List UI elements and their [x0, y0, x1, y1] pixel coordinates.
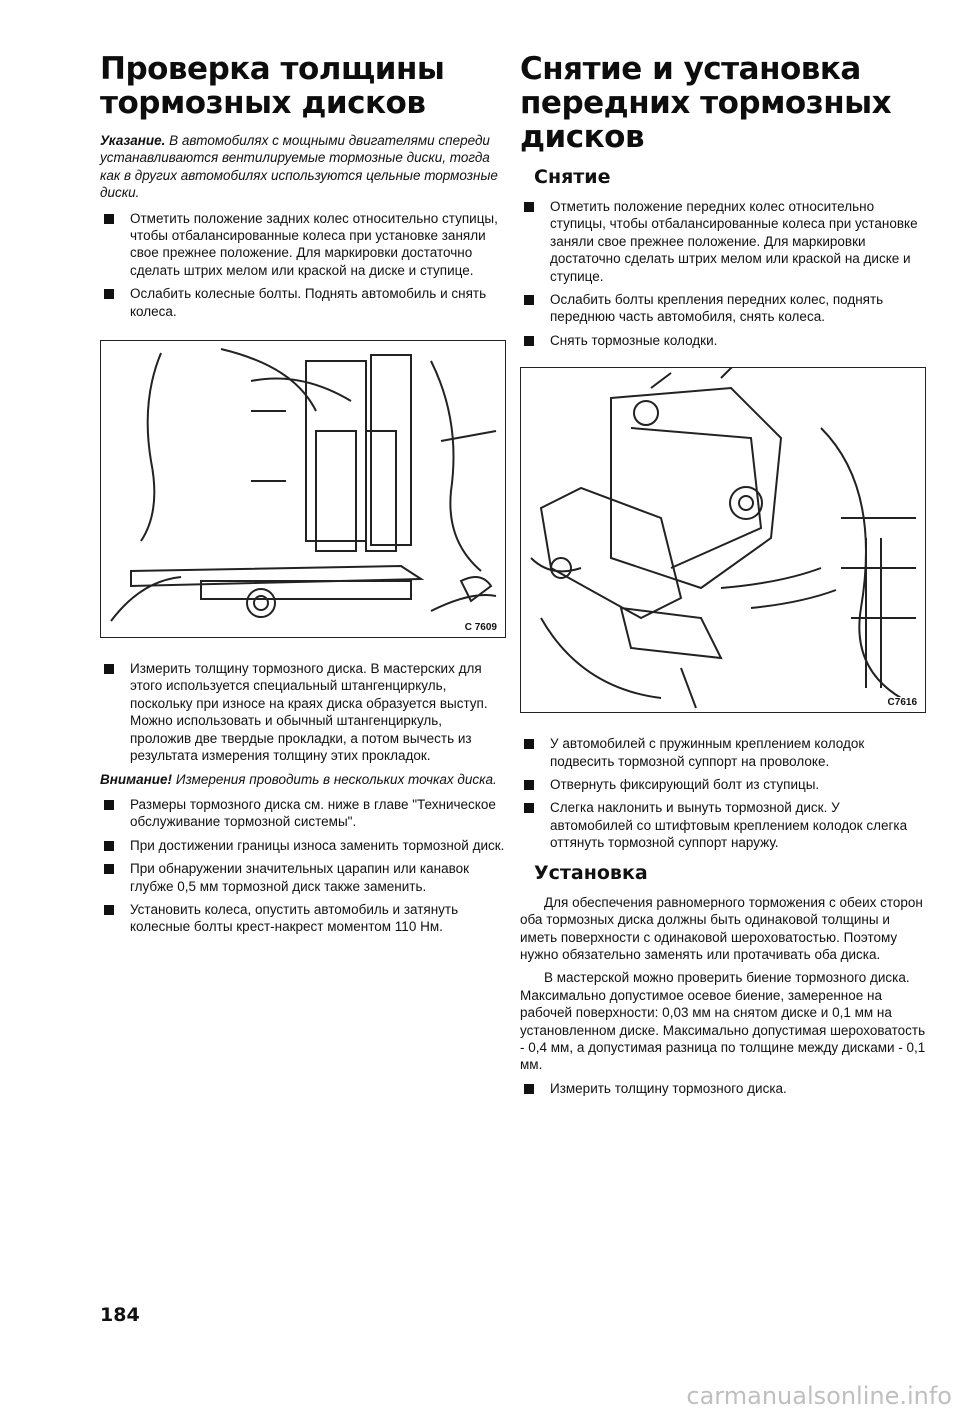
bullet-item: Ослабить колесные болты. Поднять автомобиль и снять колеса.	[100, 285, 506, 320]
left-title: Проверка толщины тормозных дисков	[100, 51, 445, 121]
note-label: Указание.	[100, 133, 166, 148]
warning-paragraph	[100, 771, 506, 788]
bullet-item: При обнаружении значительных царапин или канавок глубже 0,5 мм тормозной диск также заменить.	[100, 860, 506, 895]
bullet-item: Установить колеса, опустить автомобиль и затянуть колесные болты крест-накрест моментом 110 Нм.	[100, 901, 506, 936]
caliper-drawing	[101, 341, 504, 637]
note-text: В автомобилях с мощными двигателями спереди устанавливаются вентилируемые тормозные диски, тогда как в других автомобилях используются цельные тормозные диски.	[100, 133, 498, 201]
bullet-square-icon	[104, 905, 114, 915]
bullet-square-icon	[104, 841, 114, 851]
bullet-item: При достижении границы износа заменить тормозной диск.	[100, 837, 506, 854]
right-column	[520, 52, 926, 1103]
right-title: Снятие и установка передних тормозных дисков	[520, 51, 892, 155]
install-paragraph: Для обеспечения равномерного торможения с обеих сторон оба тормозных диска должны быть одинаковой толщины и иметь поверхности с одинаковой шероховатостью. Поэтому нужно обязательно заменять или протачивать оба диска.	[520, 894, 923, 962]
bullet-item: Ослабить болты крепления передних колес, поднять переднюю часть автомобиля, снять колеса.	[520, 291, 926, 326]
brake-caliper-drawing	[521, 368, 924, 712]
bullet-item: Измерить толщину тормозного диска.	[520, 1080, 926, 1097]
bullet-square-icon	[524, 739, 534, 749]
install-heading: Установка	[534, 861, 648, 884]
bullet-square-icon	[104, 800, 114, 810]
left-column	[100, 52, 506, 942]
warning-label: Внимание!	[100, 771, 173, 787]
bullet-item: Слегка наклонить и вынуть тормозной диск. У автомобилей со штифтовым креплением колодок слегка оттянуть тормозной суппорт наружу.	[520, 799, 926, 851]
bullet-item: Измерить толщину тормозного диска. В мастерских для этого используется специальный штангенциркуль, поскольку при износе на краях диска образуется выступ. Можно использовать и обычный штангенциркуль, проложив две твердые прокладки, а потом вычесть из результата измерения толщину этих прокладок.	[100, 660, 506, 764]
bullet-square-icon	[524, 202, 534, 212]
bullet-item: У автомобилей с пружинным креплением колодок подвесить тормозной суппорт на проволоке.	[520, 735, 926, 770]
bullet-item: Отвернуть фиксирующий болт из ступицы.	[520, 776, 926, 793]
page-number: 184	[100, 1304, 140, 1326]
bullet-item: Снять тормозные колодки.	[520, 332, 926, 349]
watermark: carmanualsonline.info	[686, 1382, 952, 1410]
bullet-item: Отметить положение передних колес относительно ступицы, чтобы отбалансированные колеса при установке заняли свое прежнее положение. Для маркировки достаточно сделать штрих мелом или краской на диске и ступице.	[520, 198, 926, 285]
bullet-square-icon	[104, 864, 114, 874]
figure-code: C7616	[887, 697, 917, 709]
bullet-square-icon	[524, 295, 534, 305]
note-paragraph	[100, 132, 506, 202]
bullet-square-icon	[524, 780, 534, 790]
bullet-square-icon	[524, 1084, 534, 1094]
removal-heading: Снятие	[534, 166, 611, 188]
figure-code: C 7609	[464, 622, 497, 634]
bullet-square-icon	[524, 803, 534, 813]
bullet-item: Отметить положение задних колес относительно ступицы, чтобы отбалансированные колеса при установке заняли свое прежнее положение. Для маркировки достаточно сделать штрих мелом или краской на диске и ступице.	[100, 210, 506, 280]
bullet-square-icon	[104, 289, 114, 299]
bullet-item: Размеры тормозного диска см. ниже в главе "Техническое обслуживание тормозной системы".	[100, 796, 506, 831]
bullet-square-icon	[104, 664, 114, 674]
brake-caliper-figure	[520, 367, 926, 713]
bullet-square-icon	[104, 214, 114, 224]
warning-text: Измерения проводить в нескольких точках диска.	[172, 771, 497, 787]
install-paragraph: В мастерской можно проверить биение тормозного диска. Максимально допустимое осевое биение, замеренное на рабочей поверхности: 0,03 мм на снятом диске и 0,1 мм на установленном диске. Максимально допустимая шероховатость - 0,4 мм, а допустимая разница по толщине между дисками - 0,1 мм.	[520, 970, 926, 1073]
bullet-square-icon	[524, 336, 534, 346]
caliper-figure	[100, 340, 506, 638]
